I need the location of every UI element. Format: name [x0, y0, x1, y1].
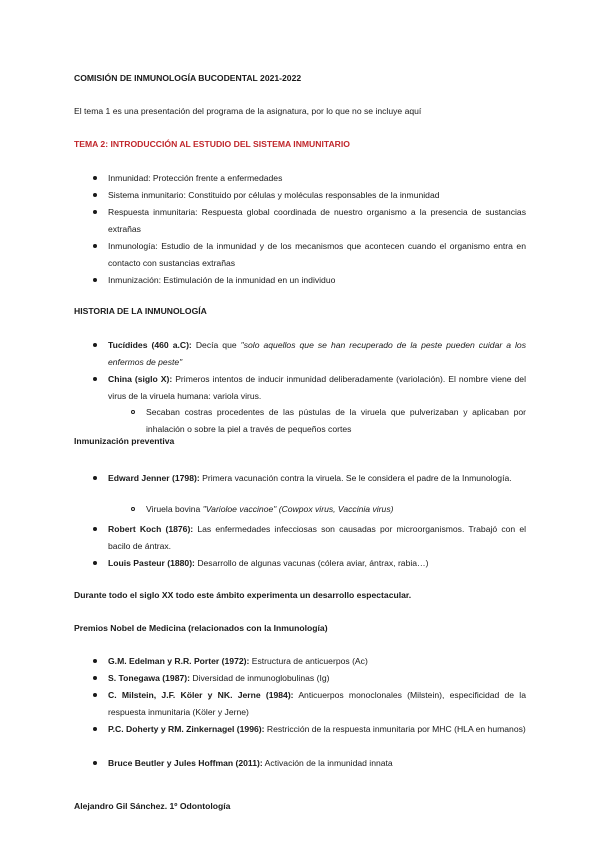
immunization-sub-italic: "Varioloe vaccinoe" (Cowpox virus, Vaccinia virus): [202, 504, 394, 514]
history-item-china: [108, 371, 526, 405]
immunization-text: Desarrollo de algunas vacunas (cólera aviar, ántrax, rabia…): [197, 558, 429, 568]
nobel-what: Anticuerpos monoclonales (Milstein), especificidad de la respuesta inmunitaria (Köler y Jerne): [108, 690, 526, 717]
nobel-item: [108, 721, 526, 738]
nobel-who: G.M. Edelman y R.R. Porter (1972):: [108, 656, 250, 666]
nobel-who: Bruce Beutler y Jules Hoffman (2011):: [108, 758, 263, 768]
definition-item: Sistema inmunitario: Constituido por células y moléculas responsables de la inmunidad: [108, 190, 440, 200]
bullet: [93, 476, 97, 480]
history-name: China (siglo X):: [108, 374, 173, 384]
century-note: Durante todo el siglo XX todo este ámbito experimenta un desarrollo espectacular.: [74, 590, 412, 600]
definition-item: Respuesta inmunitaria: Respuesta global coordinada de nuestro organismo a la presencia de sustancias extrañas: [108, 207, 526, 234]
history-text: Primeros intentos de inducir inmunidad deliberadamente (variolación). El nombre viene del virus de la viruela humana: variola virus.: [108, 374, 526, 401]
bullet: [93, 761, 97, 765]
nobel-item: [108, 670, 526, 687]
nobel-who: C. Milstein, J.F. Köler y NK. Jerne (1984):: [108, 690, 294, 700]
definition-item: Inmunidad: Protección frente a enfermedades: [108, 173, 283, 183]
immunization-subitem: [146, 501, 526, 518]
nobel-who: S. Tonegawa (1987):: [108, 673, 190, 683]
bullet: [93, 527, 97, 531]
history-name: Tucídides (460 a.C):: [108, 340, 192, 350]
nobel-what: Restricción de la respuesta inmunitaria por MHC (HLA en humanos): [266, 724, 526, 734]
nobel-what: Diversidad de inmunoglobulinas (Ig): [192, 673, 330, 683]
nobel-item: [108, 755, 526, 772]
nobel-heading: Premios Nobel de Medicina (relacionados con la Inmunología): [74, 623, 328, 633]
immunization-text: Las enfermedades infecciosas son causadas por microorganismos. Trabajó con el bacilo de ántrax.: [108, 524, 527, 551]
bullet: [93, 244, 97, 248]
footer-author: Alejandro Gil Sánchez. 1º Odontología: [74, 801, 231, 811]
definition-item: Inmunización: Estimulación de la inmunidad en un individuo: [108, 275, 336, 285]
immunization-name: Louis Pasteur (1880):: [108, 558, 195, 568]
nobel-item: [108, 653, 526, 670]
immunization-name: Robert Koch (1876):: [108, 524, 194, 534]
bullet: [93, 176, 97, 180]
nobel-what: Activación de la inmunidad innata: [264, 758, 393, 768]
immunization-text: Primera vacunación contra la viruela. Se le considera el padre de la Inmunología.: [202, 473, 512, 483]
immunization-item-koch: [108, 521, 526, 555]
bullet: [93, 659, 97, 663]
immunization-item-jenner: [108, 470, 526, 487]
bullet: [93, 561, 97, 565]
bullet: [93, 727, 97, 731]
history-subitem: Secaban costras procedentes de las pústulas de la viruela que pulverizaban y aplicaban por inhalación o sobre la piel a través de pequeños cortes: [146, 407, 526, 434]
sub-bullet: [131, 507, 135, 511]
immunization-name: Edward Jenner (1798):: [108, 473, 200, 483]
history-said: Decía que: [195, 340, 237, 350]
history-item-tucidides: [108, 337, 526, 371]
bullet: [93, 210, 97, 214]
bullet: [93, 377, 97, 381]
topic-title: TEMA 2: INTRODUCCIÓN AL ESTUDIO DEL SISTEMA INMUNITARIO: [74, 139, 350, 149]
history-quote: "solo aquellos que se han recuperado de la peste pueden cuidar a los enfermos de peste": [108, 340, 527, 367]
bullet: [93, 278, 97, 282]
nobel-what: Estructura de anticuerpos (Ac): [251, 656, 368, 666]
nobel-item: [108, 687, 526, 721]
immunization-item-pasteur: [108, 555, 526, 572]
immunization-sub-label: Viruela bovina: [146, 504, 201, 514]
bullet: [93, 676, 97, 680]
sub-bullet: [131, 410, 135, 414]
commission-header: COMISIÓN DE INMUNOLOGÍA BUCODENTAL 2021-2022: [74, 73, 302, 83]
definition-item: Inmunología: Estudio de la inmunidad y de los mecanismos que acontecen cuando el organismo entra en contacto con sustancias extrañas: [108, 241, 526, 268]
intro-note: El tema 1 es una presentación del programa de la asignatura, por lo que no se incluye aquí: [74, 106, 422, 116]
immunization-heading: Inmunización preventiva: [74, 436, 175, 446]
history-heading: HISTORIA DE LA INMUNOLOGÍA: [74, 306, 207, 316]
bullet: [93, 193, 97, 197]
nobel-who: P.C. Doherty y RM. Zinkernagel (1996):: [108, 724, 265, 734]
bullet: [93, 693, 97, 697]
bullet: [93, 343, 97, 347]
